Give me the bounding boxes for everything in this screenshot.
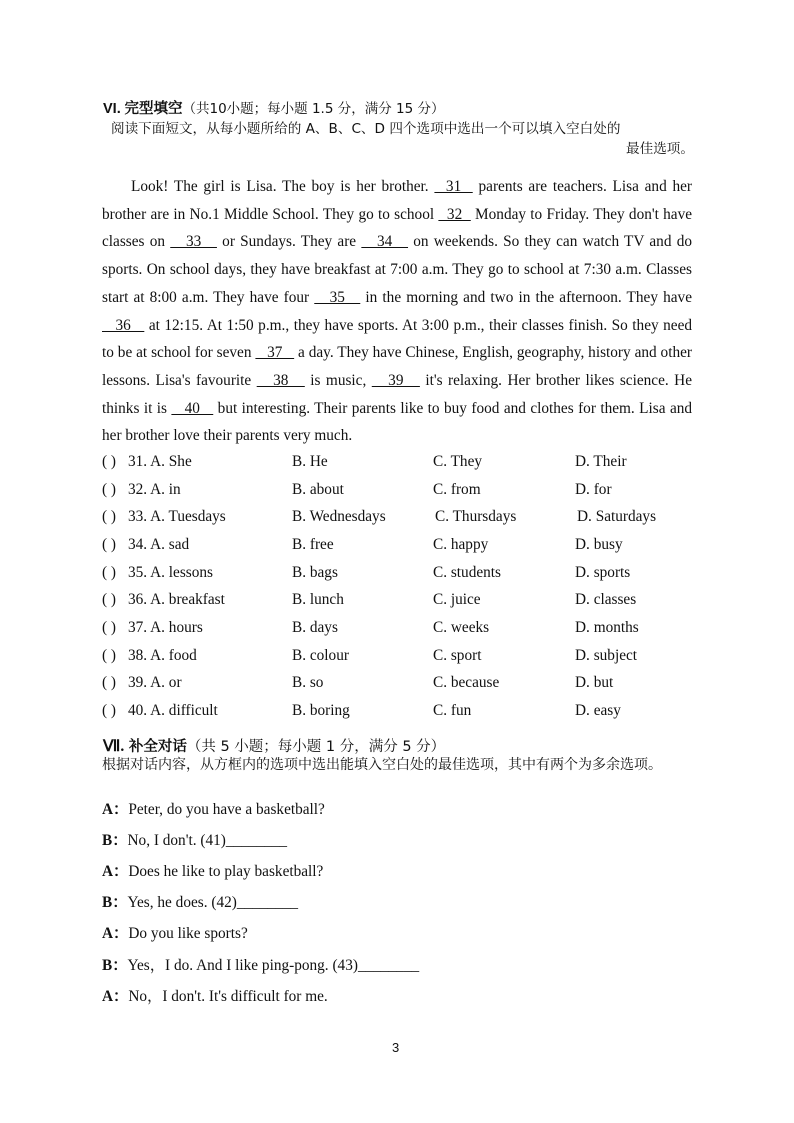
- section-6-name: 完型填空: [124, 101, 183, 117]
- speaker-label: A：: [102, 925, 129, 942]
- section-7-name: 补全对话: [128, 739, 187, 755]
- option-b: B. boring: [292, 702, 350, 719]
- option-d: D. subject: [575, 647, 638, 664]
- dialogue-text[interactable]: Yes, he does. (42)________: [127, 894, 299, 911]
- option-b: B. free: [292, 536, 334, 553]
- dialogue-line: [102, 828, 287, 850]
- passage-text: in the morning and two in the afternoon. They have: [365, 288, 692, 306]
- option-b: B. bags: [292, 564, 338, 581]
- option-a: 31. A. She: [128, 453, 192, 470]
- option-d: D. months: [575, 619, 639, 636]
- dialogue-line: [102, 859, 323, 881]
- blank-34[interactable]: 34: [361, 233, 409, 251]
- blank-33[interactable]: 33: [170, 233, 217, 251]
- speaker-label: B：: [102, 894, 128, 911]
- section-6-instruction-line-2: 最佳选项。: [626, 141, 694, 157]
- answer-parentheses[interactable]: ( ): [102, 702, 117, 719]
- question-row-31: [102, 453, 702, 473]
- dialogue-text: Peter, do you have a basketball?: [128, 801, 325, 818]
- section-6-title: [103, 97, 444, 118]
- blank-37[interactable]: 37: [255, 344, 295, 362]
- section-7-numeral: Ⅶ.: [103, 738, 125, 755]
- option-c: C. sport: [433, 647, 482, 664]
- passage-text: parents are teachers. Lisa and her brother are in No.1 Middle School. They go to school: [102, 178, 693, 223]
- option-c: C. fun: [433, 702, 472, 719]
- option-b: B. about: [292, 481, 344, 498]
- dialogue-text: No，I don't. It's difficult for me.: [128, 988, 328, 1005]
- option-a: 39. A. or: [128, 674, 182, 691]
- option-b: B. colour: [292, 647, 349, 664]
- speaker-label: A：: [102, 863, 129, 880]
- option-c: C. because: [433, 674, 500, 691]
- section-6-instructions: [111, 119, 696, 159]
- answer-parentheses[interactable]: ( ): [102, 674, 117, 691]
- question-row-32: [102, 481, 702, 501]
- option-b: B. Wednesdays: [292, 508, 386, 525]
- question-row-35: [102, 564, 702, 584]
- option-c: C. They: [433, 453, 483, 470]
- question-row-38: [102, 647, 702, 667]
- answer-parentheses[interactable]: ( ): [102, 619, 117, 636]
- option-b: B. He: [292, 453, 328, 470]
- option-d: D. easy: [575, 702, 621, 719]
- answer-parentheses[interactable]: ( ): [102, 481, 117, 498]
- option-a: 33. A. Tuesdays: [128, 508, 226, 525]
- dialogue-line: [102, 984, 328, 1006]
- question-row-37: [102, 619, 702, 639]
- answer-parentheses[interactable]: ( ): [102, 536, 117, 553]
- option-d: D. Saturdays: [577, 508, 657, 525]
- speaker-label: B：: [102, 957, 128, 974]
- section-7-instructions: 根据对话内容，从方框内的选项中选出能填入空白处的最佳选项，其中有两个为多余选项。: [102, 757, 662, 773]
- option-a: 35. A. lessons: [128, 564, 213, 581]
- passage-text: on weekends. So they can watch TV and do sports. On school days, they have breakfast at 7:00 a.m. They go to school at 7:30 a.m. Classes start at 8:00 a.m. They have four: [102, 233, 693, 306]
- option-c: C. juice: [433, 591, 481, 608]
- answer-parentheses[interactable]: ( ): [102, 647, 117, 664]
- blank-32[interactable]: 32: [438, 205, 471, 223]
- option-b: B. lunch: [292, 591, 344, 608]
- passage-text: Monday to Friday. They don't have classes on: [102, 205, 693, 251]
- dialogue-line: [102, 890, 298, 912]
- dialogue-line: [102, 953, 419, 975]
- page-number: 3: [392, 1040, 400, 1055]
- passage-text: at 12:15. At 1:50 p.m., they have sports. At 3:00 p.m., their classes finish. So they need to be at school for seven: [102, 316, 693, 362]
- passage-paragraph: [102, 173, 692, 450]
- option-d: D. busy: [575, 536, 623, 553]
- passage-text: is music,: [310, 371, 367, 389]
- section-7-note: （共 5 小题；每小题 1 分，满分 5 分）: [186, 739, 446, 755]
- dialogue-line: [102, 797, 325, 819]
- option-d: D. Their: [575, 453, 627, 470]
- question-row-40: [102, 702, 702, 722]
- section-6-note: （共10小题；每小题 1.5 分，满分 15 分）: [182, 101, 445, 117]
- section-7-title: [103, 735, 445, 756]
- blank-36[interactable]: 36: [102, 316, 145, 334]
- dialogue-line: [102, 921, 248, 943]
- question-row-39: [102, 674, 702, 694]
- blank-40[interactable]: 40: [171, 399, 214, 417]
- option-c: C. students: [433, 564, 501, 581]
- question-row-36: [102, 591, 702, 611]
- section-6-instruction-line-1: 阅读下面短文，从每小题所给的 A、B、C、D 四个选项中选出一个可以填入空白处的: [111, 121, 621, 137]
- option-b: B. days: [292, 619, 338, 636]
- blank-35[interactable]: 35: [314, 288, 361, 306]
- blank-31[interactable]: 31: [434, 178, 473, 195]
- answer-parentheses[interactable]: ( ): [102, 508, 117, 525]
- answer-parentheses[interactable]: ( ): [102, 591, 117, 608]
- option-c: C. weeks: [433, 619, 490, 636]
- cloze-passage: [102, 173, 692, 450]
- option-a: 36. A. breakfast: [128, 591, 225, 608]
- option-d: D. sports: [575, 564, 631, 581]
- option-d: D. but: [575, 674, 614, 691]
- passage-text: it's relaxing. Her brother likes science. He thinks it is: [102, 371, 692, 417]
- passage-text: Look! The girl is Lisa. The boy is her brother.: [131, 178, 429, 195]
- question-row-34: [102, 536, 702, 556]
- option-a: 38. A. food: [128, 647, 197, 664]
- speaker-label: B：: [102, 832, 128, 849]
- dialogue-text[interactable]: Yes，I do. And I like ping-pong. (43)________: [127, 957, 420, 974]
- dialogue-text[interactable]: No, I don't. (41)________: [127, 832, 288, 849]
- section-6-numeral: VI.: [103, 101, 121, 117]
- option-b: B. so: [292, 674, 324, 691]
- option-a: 37. A. hours: [128, 619, 203, 636]
- option-c: C. happy: [433, 536, 489, 553]
- option-d: D. for: [575, 481, 612, 498]
- speaker-label: A：: [102, 801, 129, 818]
- blank-39[interactable]: 39: [371, 371, 420, 389]
- option-c: C. Thursdays: [435, 508, 517, 525]
- question-row-33: [102, 508, 702, 528]
- dialogue-text: Does he like to play basketball?: [128, 863, 324, 880]
- option-c: C. from: [433, 481, 481, 498]
- answer-parentheses[interactable]: ( ): [102, 453, 117, 470]
- speaker-label: A：: [102, 988, 129, 1005]
- passage-text: a day. They have Chinese, English, geography, history and other lessons. Lisa's favourite: [102, 344, 692, 389]
- answer-parentheses[interactable]: ( ): [102, 564, 117, 581]
- passage-text: or Sundays. They are: [222, 233, 357, 251]
- blank-38[interactable]: 38: [256, 371, 305, 389]
- option-a: 34. A. sad: [128, 536, 190, 553]
- dialogue-text: Do you like sports?: [128, 925, 248, 942]
- option-a: 32. A. in: [128, 481, 181, 498]
- passage-text: but interesting. Their parents like to buy food and clothes for them. Lisa and her brother love their parents very much.: [102, 399, 693, 445]
- option-a: 40. A. difficult: [128, 702, 218, 719]
- option-d: D. classes: [575, 591, 637, 608]
